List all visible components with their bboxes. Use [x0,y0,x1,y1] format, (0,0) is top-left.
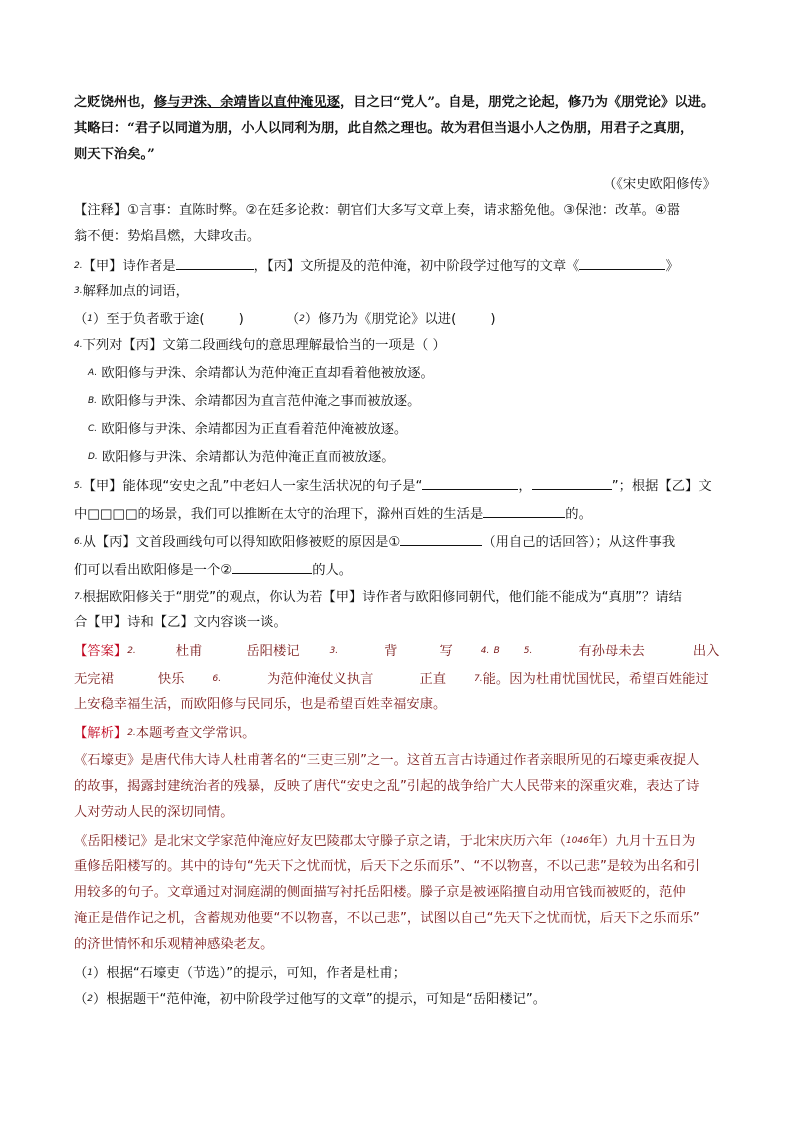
question-text: 【甲】诗作者是 [82,259,176,274]
question-text: （用自己的话回答）；从这件事我 [482,535,676,550]
paren: ) [238,312,244,327]
answer-number: 4. [480,646,490,656]
question-7-cont: 合【甲】诗和【乙】文内容谈一谈。 [74,615,287,630]
paren: （ [285,312,300,327]
question-6 [74,532,675,552]
answer-line-1 [74,642,719,661]
answer-text: 出入 [692,644,720,659]
question-text: 【甲】能体现“安史之乱”中老妇人一家生活状况的句子是“ [82,479,423,494]
analysis-p2-l3: 用较多的句子。文章通过对洞庭湖的侧面描写衬托岳阳楼。滕子京是被诬陷擅自动用官钱而被贬的，范仲 [74,885,686,900]
question-text: ”；根据【乙】文 [611,479,712,494]
question-number: 4. [74,340,83,350]
question-text: 的人。 [312,563,353,578]
underlined-sentence: 修与尹洙、余靖皆以直仲淹见逐 [153,95,340,110]
answer-text: 有孙母未去 [578,644,645,659]
answer-text: B [493,646,500,656]
question-6-cont [74,560,352,580]
option-label: A. [88,368,98,378]
passage-line-1 [74,94,714,112]
passage-text: ，目之曰“党人”。自是，朋党之论起，修乃为《朋党论》以进。 [339,95,715,110]
notes-line-2: 翁不便：势焰昌燃，大肆攻击。 [74,229,261,244]
paren: ） [93,966,107,981]
answer-blank[interactable] [483,504,565,518]
item-text: 修乃为《朋党论》以进 [318,312,452,327]
answer-blank[interactable] [422,476,518,490]
analysis-p1-l1: 《石壕吏》是唐代伟大诗人杜甫著名的“三吏三别”之一。这首五言古诗通过作者亲眼所见的石壕吏乘夜捉人 [74,753,700,768]
answer-line-3: 上安稳幸福生活，而欧阳修与民同乐，也是希望百姓幸福安康。 [74,697,447,712]
question-text: 解释加点的词语， [82,284,189,299]
sub-number: 1 [87,968,94,978]
analysis-header [74,724,255,743]
question-3-items [74,310,496,329]
question-text: ， [518,479,532,494]
answer-blank[interactable] [176,256,254,270]
paren: ( [451,312,457,327]
question-text: 中□□□□的场景，我们可以推断在太守的治理下，滁州百姓的生活是 [74,507,484,522]
question-number: 3. [74,286,83,296]
paren: （ [74,312,88,327]
option-text: 欧阳修与尹洙、余靖都因为直言范仲淹之事而被放逐。 [101,394,421,409]
question-number: 5. [74,481,83,491]
answer-number: 2. [127,646,136,656]
analysis-label: 【解析】 [74,726,128,741]
question-text: 从【丙】文首段画线句可以得知欧阳修被贬的原因是① [82,535,401,550]
question-text: 们可以看出欧阳修是一个② [74,563,233,578]
analysis-year: 1046 [565,836,589,846]
question-5-cont [74,504,592,524]
analysis-p1-l3: 人对劳动人民的深切同情。 [74,805,234,820]
passage-source: （《宋史欧阳修传》 [602,177,716,192]
option-b[interactable] [88,392,420,411]
question-text: 》 [665,259,679,274]
answer-text: 写 [439,644,453,659]
answer-text: 正直 [419,672,447,687]
analysis-p2-l1 [74,832,695,851]
answer-text: 杜甫 [175,644,203,659]
option-d[interactable] [88,448,395,467]
paren: （ [74,992,88,1007]
paren: ( [199,312,205,327]
question-7 [74,588,682,607]
passage-line-2: 其略曰：“君子以同道为朋，小人以同利为朋，此自然之理也。故为君但当退小人之伪朋，用君子之真朋， [74,121,694,136]
question-number: 2. [74,261,83,271]
question-2 [74,256,679,276]
paren: ） [93,312,107,327]
answer-blank[interactable] [400,532,482,546]
question-4 [74,336,446,355]
paren: ） [93,992,107,1007]
question-text: 根据欧阳修关于“朋党”的观点，你认为若【甲】诗作者与欧阳修同朝代，他们能不能成为“真朋”？请结 [82,590,682,605]
option-text: 欧阳修与尹洙、余靖都认为范仲淹正直却看着他被放逐。 [101,366,434,381]
option-label: C. [88,424,98,434]
answer-text: 为范仲淹仗义执言 [267,672,374,687]
option-text: 欧阳修与尹洙、余靖都因为正直看着范仲淹被放逐。 [101,422,408,437]
question-5 [74,476,712,496]
answer-number: 6. [212,674,222,684]
analysis-text: 本题考查文学常识。 [135,726,256,741]
option-c[interactable] [88,420,407,439]
passage-text: 之贬饶州也， [74,95,154,110]
sub-number: 2 [87,994,94,1004]
analysis-sub-2 [74,990,546,1009]
question-3 [74,282,189,301]
question-text: ，【丙】文所提及的范仲淹，初中阶段学过他写的文章《 [253,259,580,274]
answer-label: 【答案】 [74,644,128,659]
answer-text: 无完裙 [74,672,114,687]
option-label: B. [88,396,98,406]
answer-text: 背 [384,644,398,659]
question-number: 7. [74,592,83,602]
analysis-p2-l2: 重修岳阳楼写的。其中的诗句“先天下之忧而忧，后天下之乐而乐”、“不以物喜，不以己悲”是较为出名和引 [74,859,700,874]
option-a[interactable] [88,364,434,383]
answer-blank[interactable] [579,256,665,270]
answer-blank[interactable] [532,476,612,490]
analysis-p2-l4: 淹正是借作记之机，含蓄规劝他要“不以物喜，不以己悲”，试图以自己“先天下之忧而忧，后天下之乐而乐” [74,911,700,926]
option-label: D. [88,452,98,462]
notes-line-1: 【注释】①言事：直陈时弊。②在廷多论救：朝官们大多写文章上奏，请求豁免他。③保池：改革。④嚣 [74,203,681,218]
paren: ） [304,312,319,327]
item-text: 至于负者歌于途 [106,312,200,327]
answer-text: 能。因为杜甫忧国忧民，希望百姓能过 [482,672,709,687]
option-text: 欧阳修与尹洙、余靖都认为范仲淹正直而被放逐。 [102,450,395,465]
paren: ) [490,312,496,327]
question-text: 下列对【丙】文第二段画线句的意思理解最恰当的一项是（ ） [82,338,446,353]
paren: （ [74,966,88,981]
item-number: 2 [299,314,305,324]
answer-text: 快乐 [157,672,185,687]
analysis-number: 2. [127,728,136,738]
analysis-text: 根据题干“范仲淹，初中阶段学过他写的文章”的提示，可知是“岳阳楼记”。 [106,992,547,1007]
analysis-text: 年）九月十五日为 [588,834,696,849]
analysis-sub-1 [74,964,406,983]
answer-text: 岳阳楼记 [246,644,300,659]
answer-number: 5. [523,646,533,656]
question-number: 6. [74,537,83,547]
analysis-text: 《岳阳楼记》是北宋文学家范仲淹应好友巴陵郡太守滕子京之请，于北宋庆历六年（ [74,834,566,849]
analysis-text: 根据“石壕吏（节选）”的提示，可知，作者是杜甫； [106,966,406,981]
answer-blank[interactable] [232,560,312,574]
item-number: 1 [87,314,94,324]
question-text: 的。 [565,507,592,522]
answer-number: 7. [474,674,483,684]
analysis-p1-l2: 的故事，揭露封建统治者的残暴，反映了唐代“安史之乱”引起的战争给广大人民带来的深重灾难，表达了诗 [74,779,700,794]
analysis-p2-l5: 的济世情怀和乐观精神感染老友。 [74,937,274,952]
passage-line-3: 则天下治矣。” [74,147,155,162]
answer-number: 3. [329,646,339,656]
answer-line-2 [74,670,709,689]
